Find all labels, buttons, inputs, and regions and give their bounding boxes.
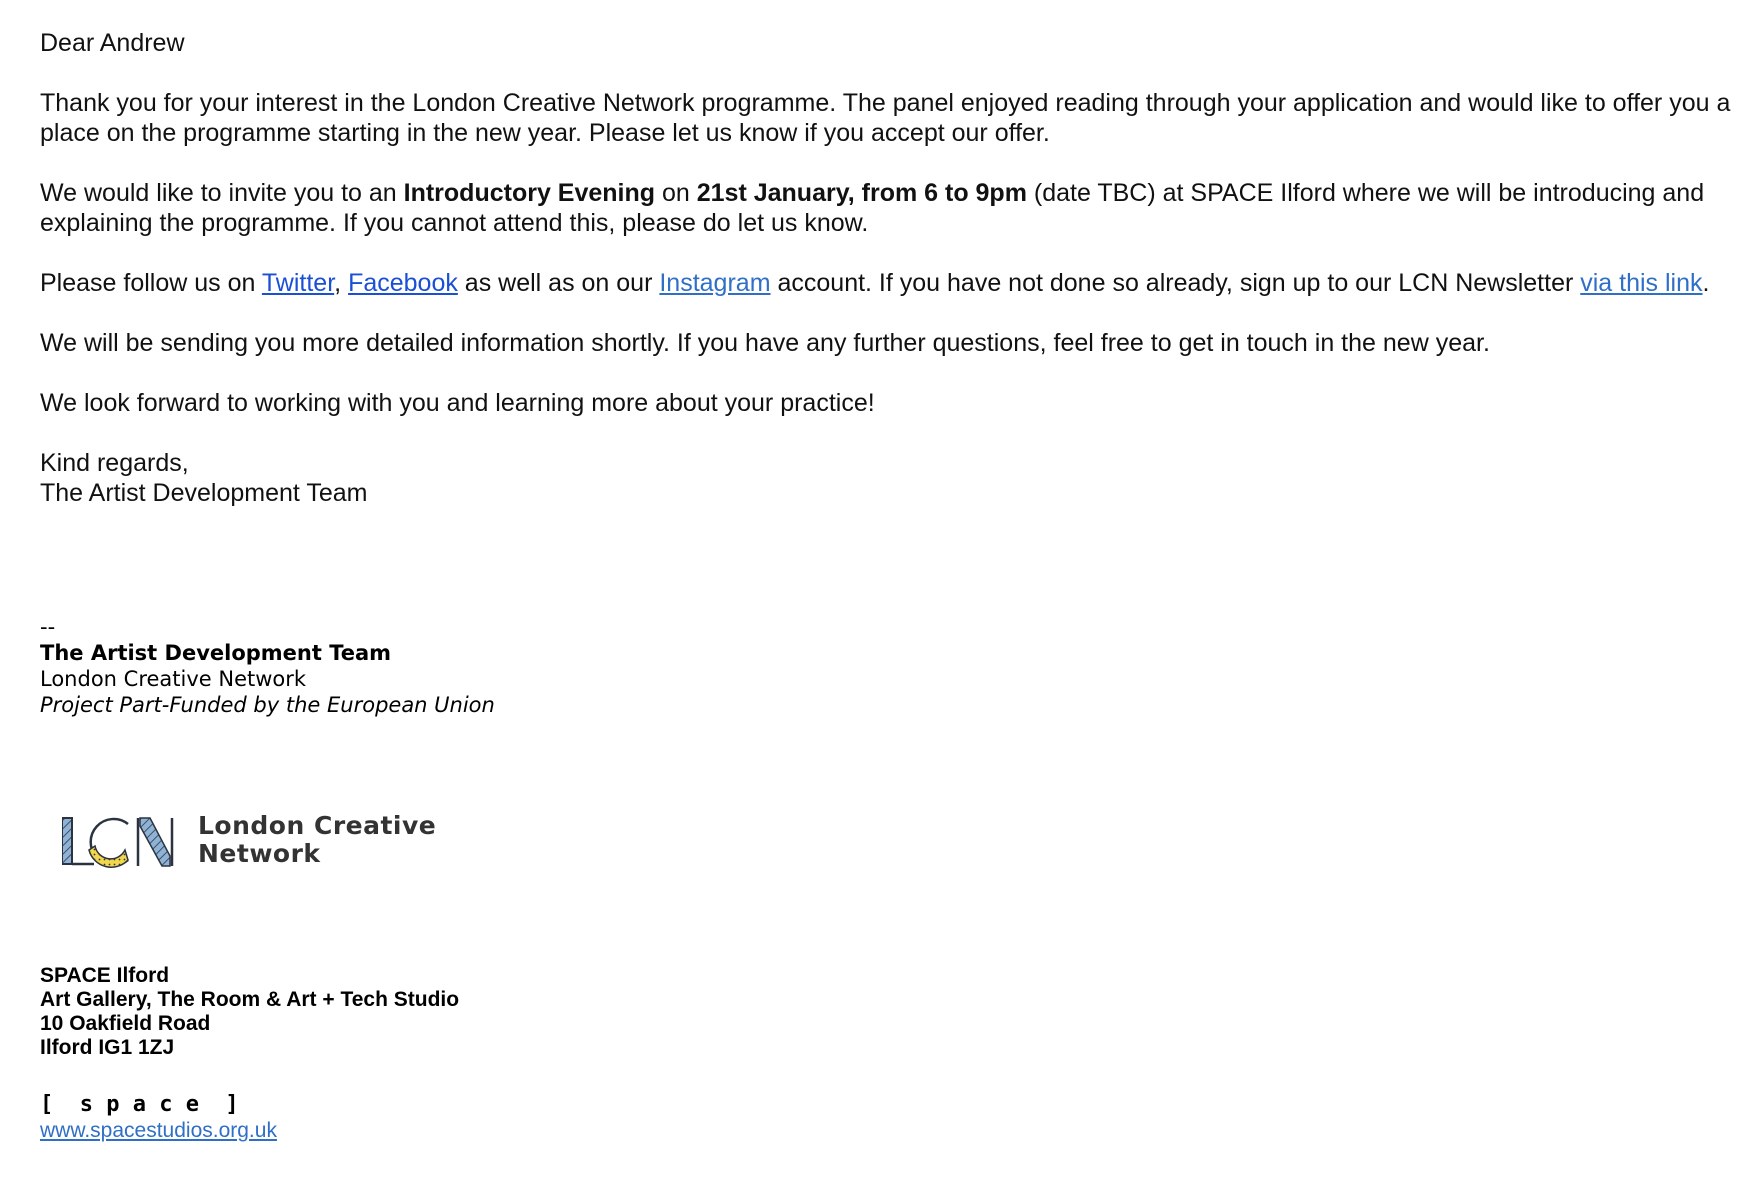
social-text-5: . [1702,269,1710,297]
address-line3: 10 Oakfield Road [40,1012,211,1035]
website-link[interactable]: www.spacestudios.org.uk [40,1119,277,1142]
address-line4: Ilford IG1 1ZJ [40,1036,175,1059]
invitation-text-2: on [655,179,697,207]
signature-block [40,614,495,718]
paragraph-info: We will be sending you more detailed information shortly. If you have any further questions, feel free to get in touch in the new year. [40,329,1490,357]
closing: Kind regards, [40,449,189,477]
social-text-2: , [334,269,349,297]
address-line2: Art Gallery, The Room & Art + Tech Studio [40,988,460,1011]
invitation-text-3: (date TBC) at SPACE Ilford where we will be introducing and explaining the programme. If you cannot attend this, please do let us know. [40,179,1705,237]
email-body [40,28,1740,508]
paragraph-offer: Thank you for your interest in the London Creative Network programme. The panel enjoyed reading through your application and would like to offer you a place on the programme starting in the new year. Please let us know if you accept our offer. [40,89,1731,147]
address-block [40,964,459,1060]
closing-team: The Artist Development Team [40,479,368,507]
signature-separator: -- [40,615,56,639]
website [40,1118,277,1144]
signature-name: The Artist Development Team [40,641,392,665]
lcn-logo-line1: London Creative [198,811,437,840]
social-text-1: Please follow us on [40,269,262,297]
social-text-3: as well as on our [457,269,660,297]
facebook-link[interactable]: Facebook [348,269,458,297]
instagram-link[interactable]: Instagram [659,269,771,297]
twitter-link[interactable]: Twitter [261,269,335,297]
social-text-4: account. If you have not done so already, sign up to our LCN Newsletter [770,269,1581,297]
lcn-logo-mark [62,812,184,874]
lcn-logo-line2: Network [198,839,321,868]
space-wordmark: [ s p a c e ] [40,1092,239,1117]
paragraph-social [40,268,1740,298]
event-date: 21st January, from 6 to 9pm [696,179,1027,207]
greeting: Dear Andrew [40,29,185,57]
invitation-text-1: We would like to invite you to an [40,179,404,207]
paragraph-lookforward: We look forward to working with you and learning more about your practice! [40,389,875,417]
lcn-logo [62,812,442,874]
signature-org: London Creative Network [40,667,307,691]
paragraph-invitation [40,178,1740,238]
signature-funding: Project Part-Funded by the European Union [40,693,495,717]
address-line1: SPACE Ilford [40,964,170,987]
lcn-logo-text [198,812,436,868]
newsletter-link[interactable]: via this link [1580,269,1703,297]
event-name: Introductory Evening [403,179,656,207]
